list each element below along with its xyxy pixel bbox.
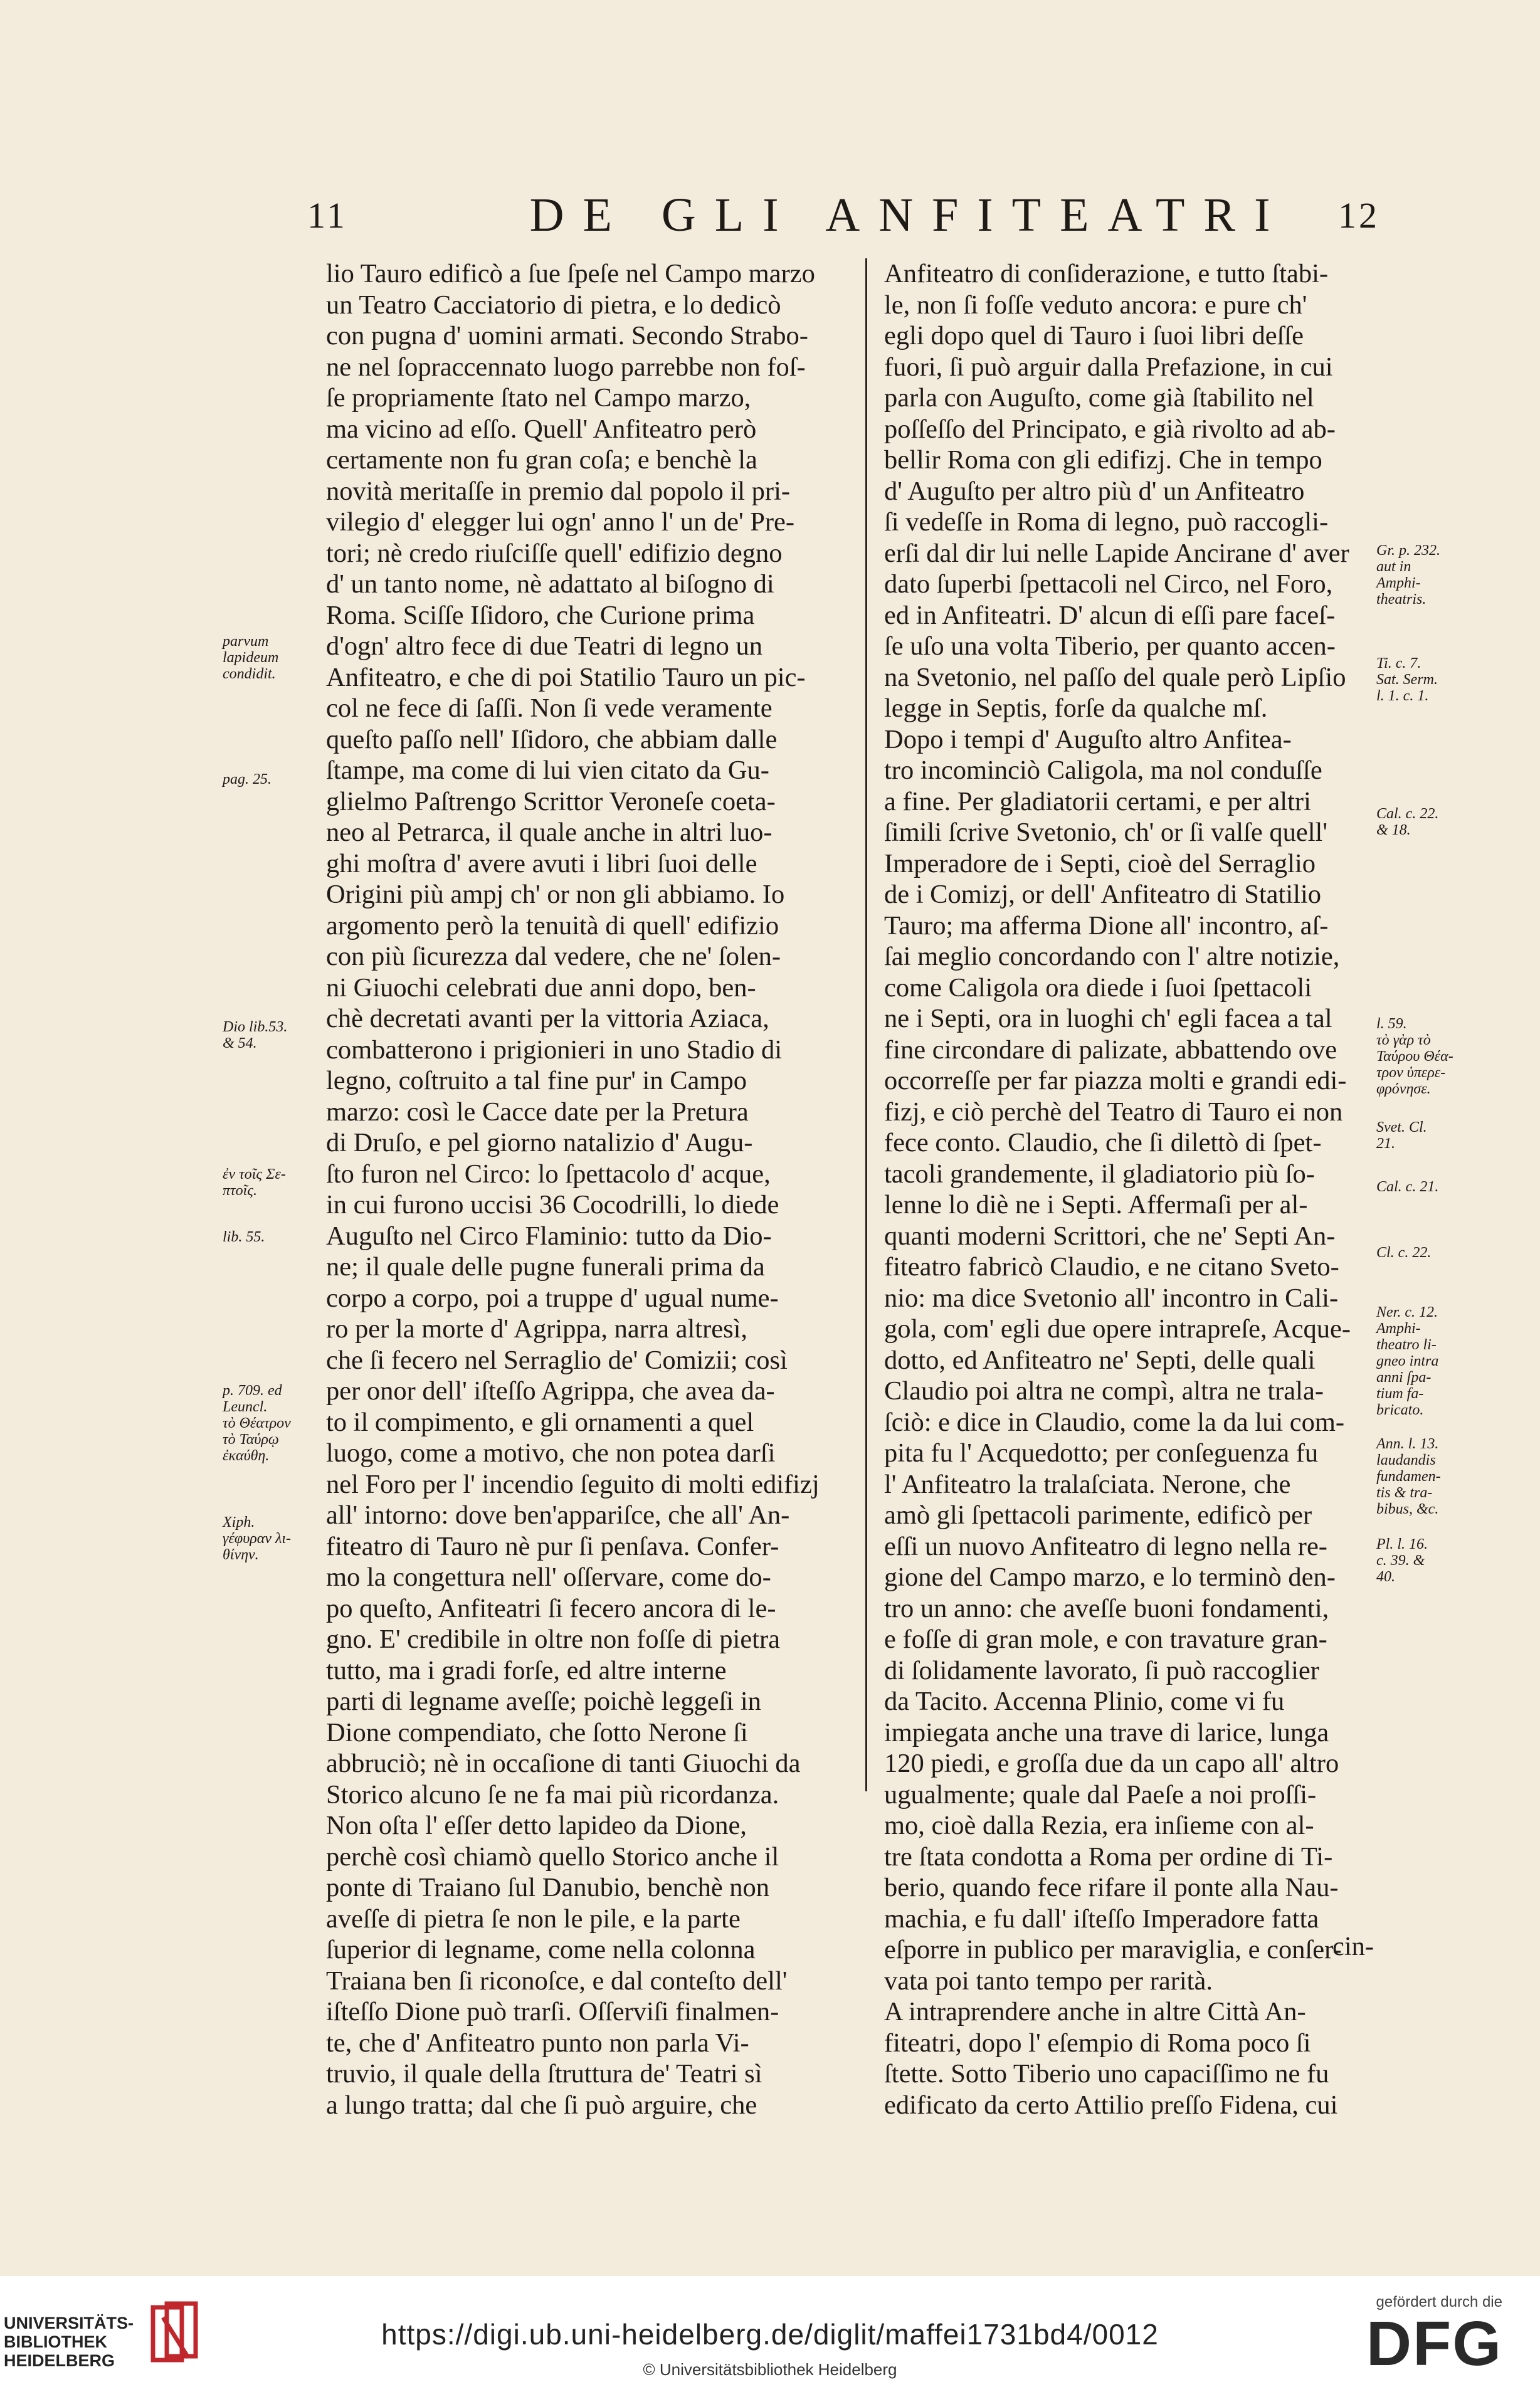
margin-note-line: lapideum (223, 650, 279, 666)
text-line: vilegio d' elegger lui ogn' anno l' un de' Pre- (326, 507, 795, 537)
margin-note (1376, 1536, 1428, 1585)
text-line: legge in Septis, forſe da qualche mſ. (884, 693, 1268, 723)
text-line: ne i Septi, ora in luoghi ch' egli facea a tal (884, 1004, 1332, 1033)
text-line: a lungo tratta; dal che ſi può arguire, che (326, 2090, 757, 2120)
text-line: te, che d' Anfiteatro punto non parla Vi- (326, 2028, 749, 2058)
text-line: ſe uſo una volta Tiberio, per quanto accen- (884, 631, 1336, 661)
text-line: Imperadore de i Septi, cioè del Serraglio (884, 848, 1316, 878)
text-line: nio: ma dice Svetonio all' incontro in Cali- (884, 1283, 1339, 1313)
text-line: 120 piedi, e groſſa due da un capo all' altro (884, 1749, 1339, 1778)
margin-note-line: tis & tra- (1376, 1485, 1433, 1501)
text-line: Traiana ben ſi riconoſce, e dal conteſto dell' (326, 1966, 788, 1996)
copyright-text: © Universitätsbibliothek Heidelberg (643, 2360, 897, 2379)
text-line: tro un anno: che aveſſe buoni fondamenti, (884, 1593, 1329, 1623)
text-line: Anfiteatro, e che di poi Statilio Tauro un pic- (326, 662, 806, 692)
text-line: di ſolidamente lavorato, ſi può raccoglier (884, 1655, 1319, 1685)
margin-note-line: Pl. l. 16. (1376, 1536, 1428, 1552)
margin-note-line: fundamen- (1376, 1468, 1441, 1485)
text-line: edificato da certo Attilio preſſo Fidena, cui (884, 2090, 1338, 2120)
text-line: ſimili ſcrive Svetonio, ch' or ſi valſe quell' (884, 818, 1327, 847)
margin-note (1376, 1245, 1431, 1261)
text-line: quanti moderni Scrittori, che ne' Septi An- (884, 1221, 1336, 1251)
margin-note-line: τὸ γὰρ τὸ (1376, 1032, 1431, 1048)
text-line: mo, cioè dalla Rezia, era inſieme con al- (884, 1811, 1314, 1840)
text-line: fizj, e ciò perchè del Teatro di Tauro ei non (884, 1097, 1343, 1127)
text-line: combatterono i prigionieri in uno Stadio di (326, 1035, 783, 1065)
margin-note-line: c. 39. & (1376, 1552, 1425, 1569)
text-line: Tauro; ma afferma Dione all' incontro, aſ- (884, 910, 1329, 940)
text-line: Non oſta l' eſſer detto lapideo da Dione, (326, 1811, 747, 1840)
footer-bar (0, 2276, 1540, 2392)
margin-note-line: anni ſpa- (1376, 1369, 1432, 1386)
page-url-link[interactable]: https://digi.ub.uni-heidelberg.de/diglit/maffei1731bd4/0012 (381, 2318, 1159, 2351)
margin-note (1376, 806, 1438, 838)
text-line: vata poi tanto tempo per rarità. (884, 1966, 1213, 1996)
text-line: occorreſſe per far piazza molti e grandi edi- (884, 1066, 1347, 1095)
margin-note-line: & 54. (223, 1035, 257, 1051)
text-line: Anfiteatro di conſiderazione, e tutto ſtabi- (884, 259, 1329, 288)
margin-note-line: l. 1. c. 1. (1376, 688, 1429, 704)
text-line: di Druſo, e pel giorno natalizio d' Augu- (326, 1128, 753, 1157)
margin-note-line: l. 59. (1376, 1016, 1407, 1032)
text-line: a fine. Per gladiatorii certami, e per altri (884, 786, 1311, 816)
dfg-logo: DFG (1366, 2309, 1502, 2379)
margin-note-line: τὸ Ταύρῳ (223, 1431, 279, 1448)
margin-note (1376, 1436, 1441, 1517)
margin-note-line: bibus, &c. (1376, 1501, 1439, 1517)
text-line: all' intorno: dove ben'appariſce, che all' An- (326, 1500, 790, 1530)
text-line: con pugna d' uomini armati. Secondo Strabo- (326, 321, 808, 350)
text-line: iſteſſo Dione può trarſi. Oſſerviſi finalmen- (326, 1997, 779, 2026)
text-line: Dione compendiato, che ſotto Nerone ſi (326, 1717, 748, 1747)
margin-note-line: φρόνησε. (1376, 1081, 1431, 1097)
margin-note-line: & 18. (1376, 822, 1411, 838)
margin-note-line: γέφυραν λι- (223, 1531, 292, 1547)
margin-note (223, 1019, 287, 1051)
margin-note-line: Cl. c. 22. (1376, 1245, 1432, 1261)
text-line: fece conto. Claudio, che ſi dilettò di ſpet- (884, 1128, 1322, 1157)
text-line: po queſto, Anfiteatri ſi fecero ancora di le- (326, 1593, 776, 1623)
text-line: fiteatro di Tauro nè pur ſi penſava. Confer- (326, 1531, 779, 1561)
text-line: ſe propriamente ſtato nel Campo marzo, (326, 383, 751, 413)
margin-note-line: aut in (1376, 559, 1411, 575)
text-line: ſciò: e dice in Claudio, come la da lui com- (884, 1407, 1345, 1437)
margin-note-line: theatro li- (1376, 1337, 1437, 1353)
text-line: impiegata anche una trave di larice, lunga (884, 1717, 1329, 1747)
text-line: A intraprendere anche in altre Città An- (884, 1997, 1306, 2026)
left-text-column (326, 258, 821, 2121)
margin-note-line: Leuncl. (223, 1399, 268, 1415)
text-line: glielmo Paſtrengo Scrittor Veroneſe coeta- (326, 786, 776, 816)
margin-note (1376, 542, 1440, 608)
text-line: Dopo i tempi d' Auguſto altro Anfitea- (884, 724, 1292, 754)
text-line: dotto, ed Anfiteatro ne' Septi, delle quali (884, 1345, 1316, 1375)
text-line: ſto furon nel Circo: lo ſpettacolo d' acque, (326, 1159, 771, 1189)
margin-note-line: Ti. c. 7. (1376, 655, 1421, 672)
margin-note-line: Ταύρου Θέα- (1376, 1048, 1453, 1065)
margin-note (223, 633, 278, 682)
text-line: ne; il quale delle pugne funerali prima da (326, 1252, 765, 1282)
text-line: come Caligola ora diede i ſuoi ſpettacoli (884, 972, 1312, 1003)
text-line: parti di legname aveſſe; poichè leggeſi in (326, 1687, 761, 1716)
margin-note-line: Ner. c. 12. (1376, 1304, 1438, 1320)
text-line: truvio, il quale della ſtruttura de' Teatri sì (326, 2059, 762, 2089)
text-line: gione del Campo marzo, e lo terminò den- (884, 1562, 1336, 1592)
text-line: bellir Roma con gli edifizj. Che in tempo (884, 445, 1322, 475)
text-line: ghi moſtra d' avere avuti i libri ſuoi delle (326, 848, 757, 878)
margin-note-line: Xiph. (223, 1514, 255, 1531)
text-line: parla con Auguſto, come già ſtabilito nel (884, 383, 1314, 413)
text-line: ma vicino ad eſſo. Quell' Anfiteatro però (326, 414, 757, 444)
text-line: lenne lo diè ne i Septi. Affermaſi per al- (884, 1190, 1308, 1220)
text-line: ſuperior di legname, come nella colonna (326, 1935, 756, 1964)
margin-note (1376, 1179, 1438, 1195)
text-line: da Tacito. Accenna Plinio, come vi fu (884, 1687, 1285, 1716)
library-name-line: BIBLIOTHEK (4, 2332, 107, 2351)
text-line: fiteatro fabricò Claudio, e ne citano Sveto- (884, 1252, 1339, 1282)
column-divider (865, 258, 867, 1791)
text-line: pita fu l' Acquedotto; per conſeguenza fu (884, 1438, 1319, 1468)
text-line: Origini più ampj ch' or non gli abbiamo. Io (326, 880, 785, 909)
library-name-line: HEIDELBERG (4, 2351, 115, 2370)
margin-note-line: lib. 55. (223, 1229, 265, 1245)
margin-note (223, 1514, 291, 1563)
text-line: eſſi un nuovo Anfiteatro di legno nella re- (884, 1531, 1327, 1561)
text-line: l' Anfiteatro la tralaſciata. Nerone, che (884, 1469, 1291, 1499)
page-number-left: 11 (307, 195, 347, 236)
text-line: lio Tauro edificò a ſue ſpeſe nel Campo marzo (326, 259, 815, 288)
text-line: argomento però la tenuità di quell' edifizio (326, 910, 779, 940)
text-line: col ne fece di ſaſſi. Non ſi vede veramente (326, 693, 773, 723)
margin-note-line: Ann. l. 13. (1376, 1436, 1439, 1452)
margin-note-line: theatris. (1376, 591, 1427, 608)
margin-note (1376, 1016, 1453, 1097)
text-line: che ſi fecero nel Serraglio de' Comizii; così (326, 1345, 788, 1375)
margin-note (1376, 655, 1438, 704)
text-line: d'ogn' altro fece di due Teatri di legno un (326, 631, 763, 661)
text-line: ſtampe, ma come di lui vien citato da Gu- (326, 756, 769, 785)
text-line: poſſeſſo del Principato, e già rivolto ad ab- (884, 414, 1336, 444)
text-line: tacoli grandemente, il gladiatorio più ſo- (884, 1159, 1315, 1189)
text-line: corpo a corpo, poi a truppe d' ugual nume- (326, 1283, 779, 1313)
text-line: fuori, ſi può arguir dalla Prefazione, in cui (884, 352, 1333, 382)
text-line: eſporre in publico per maraviglia, e conſer- (884, 1935, 1342, 1964)
page-header (307, 188, 1379, 245)
text-line: perchè così chiamò quello Storico anche il (326, 1841, 779, 1872)
text-line: Storico alcuno ſe ne fa mai più ricordanza. (326, 1779, 779, 1810)
margin-note-line: θίνην. (223, 1547, 259, 1563)
text-line: marzo: così le Cacce date per la Pretura (326, 1097, 749, 1127)
margin-note-line: 21. (1376, 1135, 1395, 1152)
text-line: amò gli ſpettacoli parimente, edificò per (884, 1500, 1312, 1530)
text-line: machia, e fu dall' iſteſſo Imperadore fatta (884, 1904, 1319, 1934)
margin-note-line: parvum (223, 633, 269, 650)
text-line: chè decretati avanti per la vittoria Aziaca, (326, 1004, 769, 1033)
text-line: gola, com' egli due opere intrapreſe, Acque- (884, 1314, 1351, 1344)
text-line: in cui furono uccisi 36 Cocodrilli, lo diede (326, 1190, 779, 1220)
text-line: to il compimento, e gli ornamenti a quel (326, 1407, 754, 1437)
margin-note-line: Svet. Cl. (1376, 1119, 1427, 1135)
margin-note (223, 771, 272, 788)
text-line: luogo, come a motivo, che non potea darſi (326, 1438, 776, 1468)
text-line: dato ſuperbi ſpettacoli nel Circo, nel Foro, (884, 569, 1333, 599)
text-line: Auguſto nel Circo Flaminio: tutto da Dio- (326, 1221, 772, 1251)
text-line: nel Foro per l' incendio ſeguito di molti edifizj (326, 1469, 820, 1499)
text-line: e foſſe di gran mole, e con travature gran- (884, 1625, 1327, 1654)
text-line: tori; nè credo riuſciſſe quell' edifizio degno (326, 538, 783, 568)
text-line: con più ſicurezza dal vedere, che ne' ſolen- (326, 942, 781, 971)
margin-note-line: condidit. (223, 666, 276, 682)
margin-note-line: Amphi- (1376, 575, 1421, 591)
text-line: certamente non fu gran coſa; e benchè la (326, 445, 757, 475)
text-line: tre ſtata condotta a Roma per ordine di Ti- (884, 1841, 1333, 1872)
margin-note-line: p. 709. ed (223, 1383, 282, 1399)
margin-note-line: Sat. Serm. (1376, 672, 1438, 688)
text-line: tutto, ma i gradi forſe, ed altre interne (326, 1655, 727, 1685)
text-line: Claudio poi altra ne compì, altra ne trala- (884, 1376, 1324, 1406)
funded-by-text: gefördert durch die (1376, 2294, 1502, 2310)
text-line: fine circondare di palizate, abbattendo ove (884, 1035, 1337, 1065)
margin-note-line: Gr. p. 232. (1376, 542, 1441, 559)
library-name-line: UNIVERSITÄTS- (4, 2314, 134, 2332)
text-line: d' Auguſto per altro più d' un Anfiteatro (884, 476, 1305, 506)
text-line: Roma. Sciſſe Iſidoro, che Curione prima (326, 600, 755, 630)
text-line: ugualmente; quale dal Paeſe a noi proſſi- (884, 1779, 1317, 1810)
margin-note-line: tium fa- (1376, 1386, 1424, 1402)
margin-note-line: Dio lib.53. (223, 1019, 288, 1035)
margin-note-line: ἐκαύθη. (223, 1448, 270, 1464)
margin-note-line: Amphi- (1376, 1320, 1421, 1337)
text-line: per onor dell' iſteſſo Agrippa, che avea da- (326, 1376, 775, 1406)
text-line: ponte di Traiano ſul Danubio, benchè non (326, 1873, 770, 1902)
margin-note-line: pag. 25. (223, 771, 272, 788)
margin-note-line: τρον ὑπερε- (1376, 1065, 1446, 1081)
text-line: tro incominciò Caligola, ma nol conduſſe (884, 756, 1322, 785)
margin-note (223, 1166, 286, 1199)
text-line: de i Comizj, or dell' Anfiteatro di Statilio (884, 880, 1321, 909)
text-line: ne nel ſopraccennato luogo parrebbe non foſ- (326, 352, 806, 382)
margin-note-line: πτοῖς. (223, 1183, 258, 1199)
text-line: mo la congettura nell' oſſervare, come do- (326, 1562, 771, 1592)
text-line: novità meritaſſe in premio dal popolo il pri- (326, 476, 791, 506)
margin-note-line: bricato. (1376, 1402, 1424, 1418)
text-line: un Teatro Cacciatorio di pietra, e lo dedicò (326, 290, 781, 320)
margin-note-line: laudandis (1376, 1452, 1436, 1468)
text-line: legno, coſtruito a tal fine pur' in Campo (326, 1066, 747, 1095)
text-line: ſai meglio concordando con l' altre notizie, (884, 942, 1340, 971)
text-line: ſtette. Sotto Tiberio uno capaciſſimo ne fu (884, 2059, 1329, 2089)
text-line: berio, quando fece rifare il ponte alla Nau- (884, 1873, 1339, 1902)
margin-note (1376, 1304, 1438, 1418)
margin-note-line: gneo intra (1376, 1353, 1439, 1369)
margin-note-line: Cal. c. 21. (1376, 1179, 1439, 1195)
text-line: queſto paſſo nell' Iſidoro, che abbiam dalle (326, 724, 778, 754)
text-line: le, non ſi foſſe veduto ancora: e pure ch' (884, 290, 1307, 320)
margin-note-line: τὸ Θέατρον (223, 1415, 291, 1431)
margin-note-line: ἐν τοῖς Σε- (223, 1166, 286, 1183)
text-line: fiteatri, dopo l' eſempio di Roma poco ſi (884, 2028, 1311, 2058)
text-line: na Svetonio, nel paſſo del quale però Lipſio (884, 662, 1346, 692)
text-line: abbruciò; nè in occaſione di tanti Giuochi da (326, 1749, 801, 1778)
right-text-column (884, 258, 1379, 2121)
text-line: neo al Petrarca, il quale anche in altri luo- (326, 818, 773, 847)
margin-note-line: 40. (1376, 1569, 1395, 1585)
text-line: ed in Anfiteatri. D' alcun di eſſi pare faceſ- (884, 600, 1336, 630)
text-line: aveſſe di pietra ſe non le pile, e la parte (326, 1904, 741, 1934)
margin-note (1376, 1119, 1427, 1152)
text-line: ni Giuochi celebrati due anni dopo, ben- (326, 972, 756, 1003)
text-line: ſi vedeſſe in Roma di legno, può raccogli- (884, 507, 1329, 537)
margin-note (223, 1383, 291, 1464)
running-title: DE GLI ANFITEATRI (529, 189, 1289, 241)
margin-note (223, 1229, 265, 1245)
text-line: egli dopo quel di Tauro i ſuoi libri deſſe (884, 321, 1304, 350)
text-line: erſi dal dir lui nelle Lapide Ancirane d' aver (884, 538, 1349, 568)
text-line: ro per la morte d' Agrippa, narra altresì, (326, 1314, 748, 1344)
page-number-right: 12 (1338, 195, 1379, 236)
margin-note-line: Cal. c. 22. (1376, 806, 1439, 822)
text-line: d' un tanto nome, nè adattato al biſogno di (326, 569, 774, 599)
catchword: cin- (1332, 1932, 1374, 1961)
text-line: gno. E' credibile in oltre non foſſe di pietra (326, 1625, 781, 1654)
